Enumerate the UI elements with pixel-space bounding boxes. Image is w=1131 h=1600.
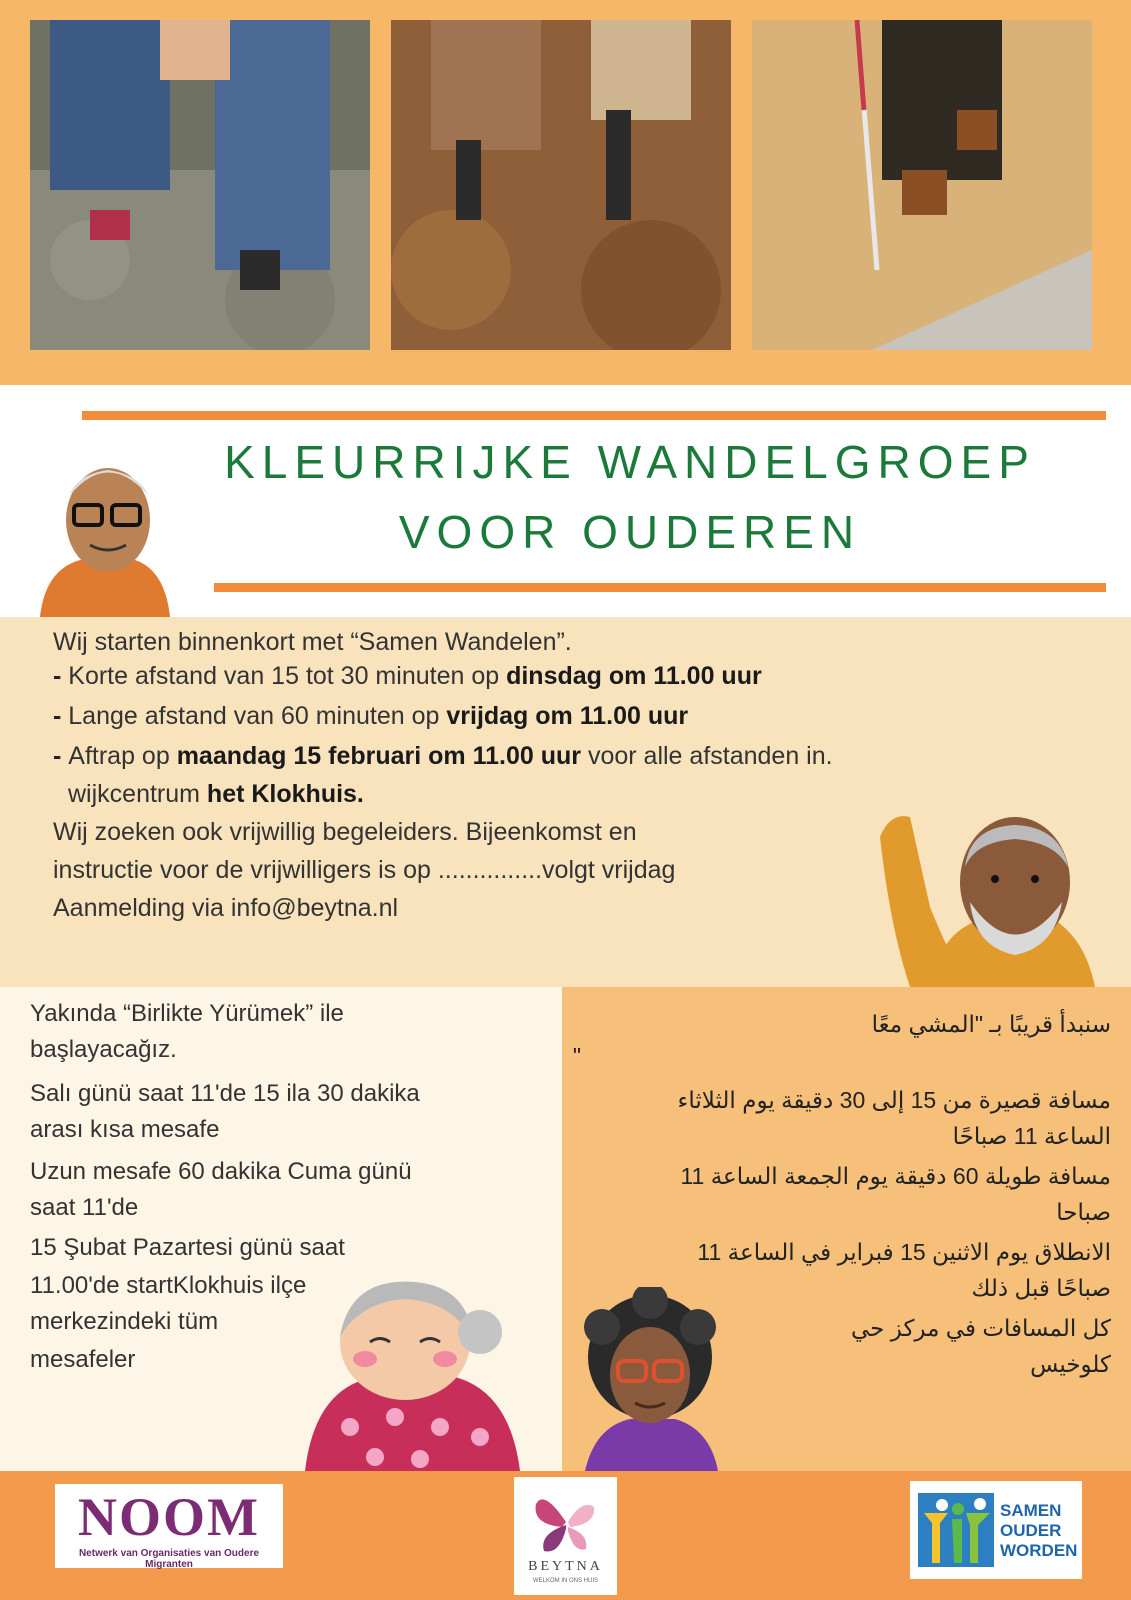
bottom-divider [214,583,1106,592]
dutch-signup: Aanmelding via info@beytna.nl [53,894,399,922]
waving-man-illustration [870,807,1095,987]
arabic-line: سنبدأ قريبًا بـ "المشي معًا [871,1011,1111,1037]
footer-logo-bar [0,1471,1131,1600]
arabic-line: مسافة قصيرة من 15 إلى 30 دقيقة يوم الثلاثاء [677,1087,1111,1113]
dutch-kickoff: - Aftrap op maandag 15 februari om 11.00 uur voor alle afstanden in. [53,742,833,770]
photo-band [0,0,1131,385]
autumn-walkers-photo [391,20,731,350]
turkish-line: 11.00'de startKlokhuis ilçe [30,1272,307,1299]
arabic-line: كل المسافات في مركز حي [850,1315,1111,1341]
noom-logo-word: NOOM [78,1487,260,1547]
turkish-line: arası kısa mesafe [30,1116,220,1143]
beytna-logo [514,1477,617,1595]
samen-logo-line-1: SAMEN [1000,1501,1062,1520]
title-area [0,385,1131,617]
samen-logo-line-3: WORDEN [1000,1541,1078,1560]
arabic-line: صباحًا قبل ذلك [971,1275,1111,1301]
dutch-info-block [0,617,1131,987]
white-cane-photo [752,20,1092,350]
people-figures-icon [918,1493,994,1567]
butterfly-icon [534,1489,598,1555]
turkish-info-block [0,987,562,1471]
dutch-volunteers-1: Wij zoeken ook vrijwillig begeleiders. Bijeenkomst en [53,818,637,846]
arabic-line: " [572,1043,581,1069]
dutch-venue: wijkcentrum het Klokhuis. [68,780,364,808]
turkish-line: saat 11'de [30,1194,139,1221]
noom-logo-subtitle: Netwerk van Organisaties van Oudere Migranten [78,1548,260,1570]
turkish-line: Salı günü saat 11'de 15 ila 30 dakika [30,1080,420,1107]
arabic-info-block [562,987,1131,1471]
turkish-line: merkezindeki tüm [30,1308,219,1335]
noom-logo [55,1484,283,1568]
arabic-line: صباحا [1056,1199,1111,1225]
turkish-line: Yakında “Birlikte Yürümek” ile [30,1000,344,1027]
beytna-logo-word: BEYTNA [528,1559,603,1574]
beytna-logo-subtitle: WELKOM IN ONS HUIS [532,1578,598,1584]
dutch-short-walk: - Korte afstand van 15 tot 30 minuten op dinsdag om 11.00 uur [53,662,762,690]
samen-ouder-worden-logo [910,1481,1082,1579]
page-title-line-2: VOOR OUDEREN [398,506,862,558]
arabic-line: كلوخيس [1030,1351,1111,1377]
arabic-line: الانطلاق يوم الاثنين 15 فبراير في الساعة 11 [697,1239,1111,1265]
dutch-volunteers-2: instructie voor de vrijwilligers is op ...............volgt vrijdag [53,856,676,884]
dutch-long-walk: - Lange afstand van 60 minuten op vrijdag om 11.00 uur [53,702,689,730]
woman-with-curly-hair-illustration [580,1287,720,1471]
walking-couple-photo [30,20,370,350]
turkish-line: mesafeler [30,1346,136,1373]
turkish-line: başlayacağız. [30,1036,177,1063]
arabic-line: مسافة طويلة 60 دقيقة يوم الجمعة الساعة 11 [680,1163,1111,1189]
samen-logo-line-2: OUDER [1000,1521,1062,1540]
turkish-line: 15 Şubat Pazartesi günü saat [30,1234,345,1261]
dutch-intro: Wij starten binnenkort met “Samen Wandelen”. [53,628,572,656]
arabic-line: الساعة 11 صباحًا [952,1123,1111,1149]
smiling-woman-illustration [305,1277,520,1471]
page-title-line-1: KLEURRIJKE WANDELGROEP [224,436,1036,488]
top-divider [82,411,1106,420]
man-with-glasses-illustration [40,450,170,617]
turkish-line: Uzun mesafe 60 dakika Cuma günü [30,1158,412,1185]
